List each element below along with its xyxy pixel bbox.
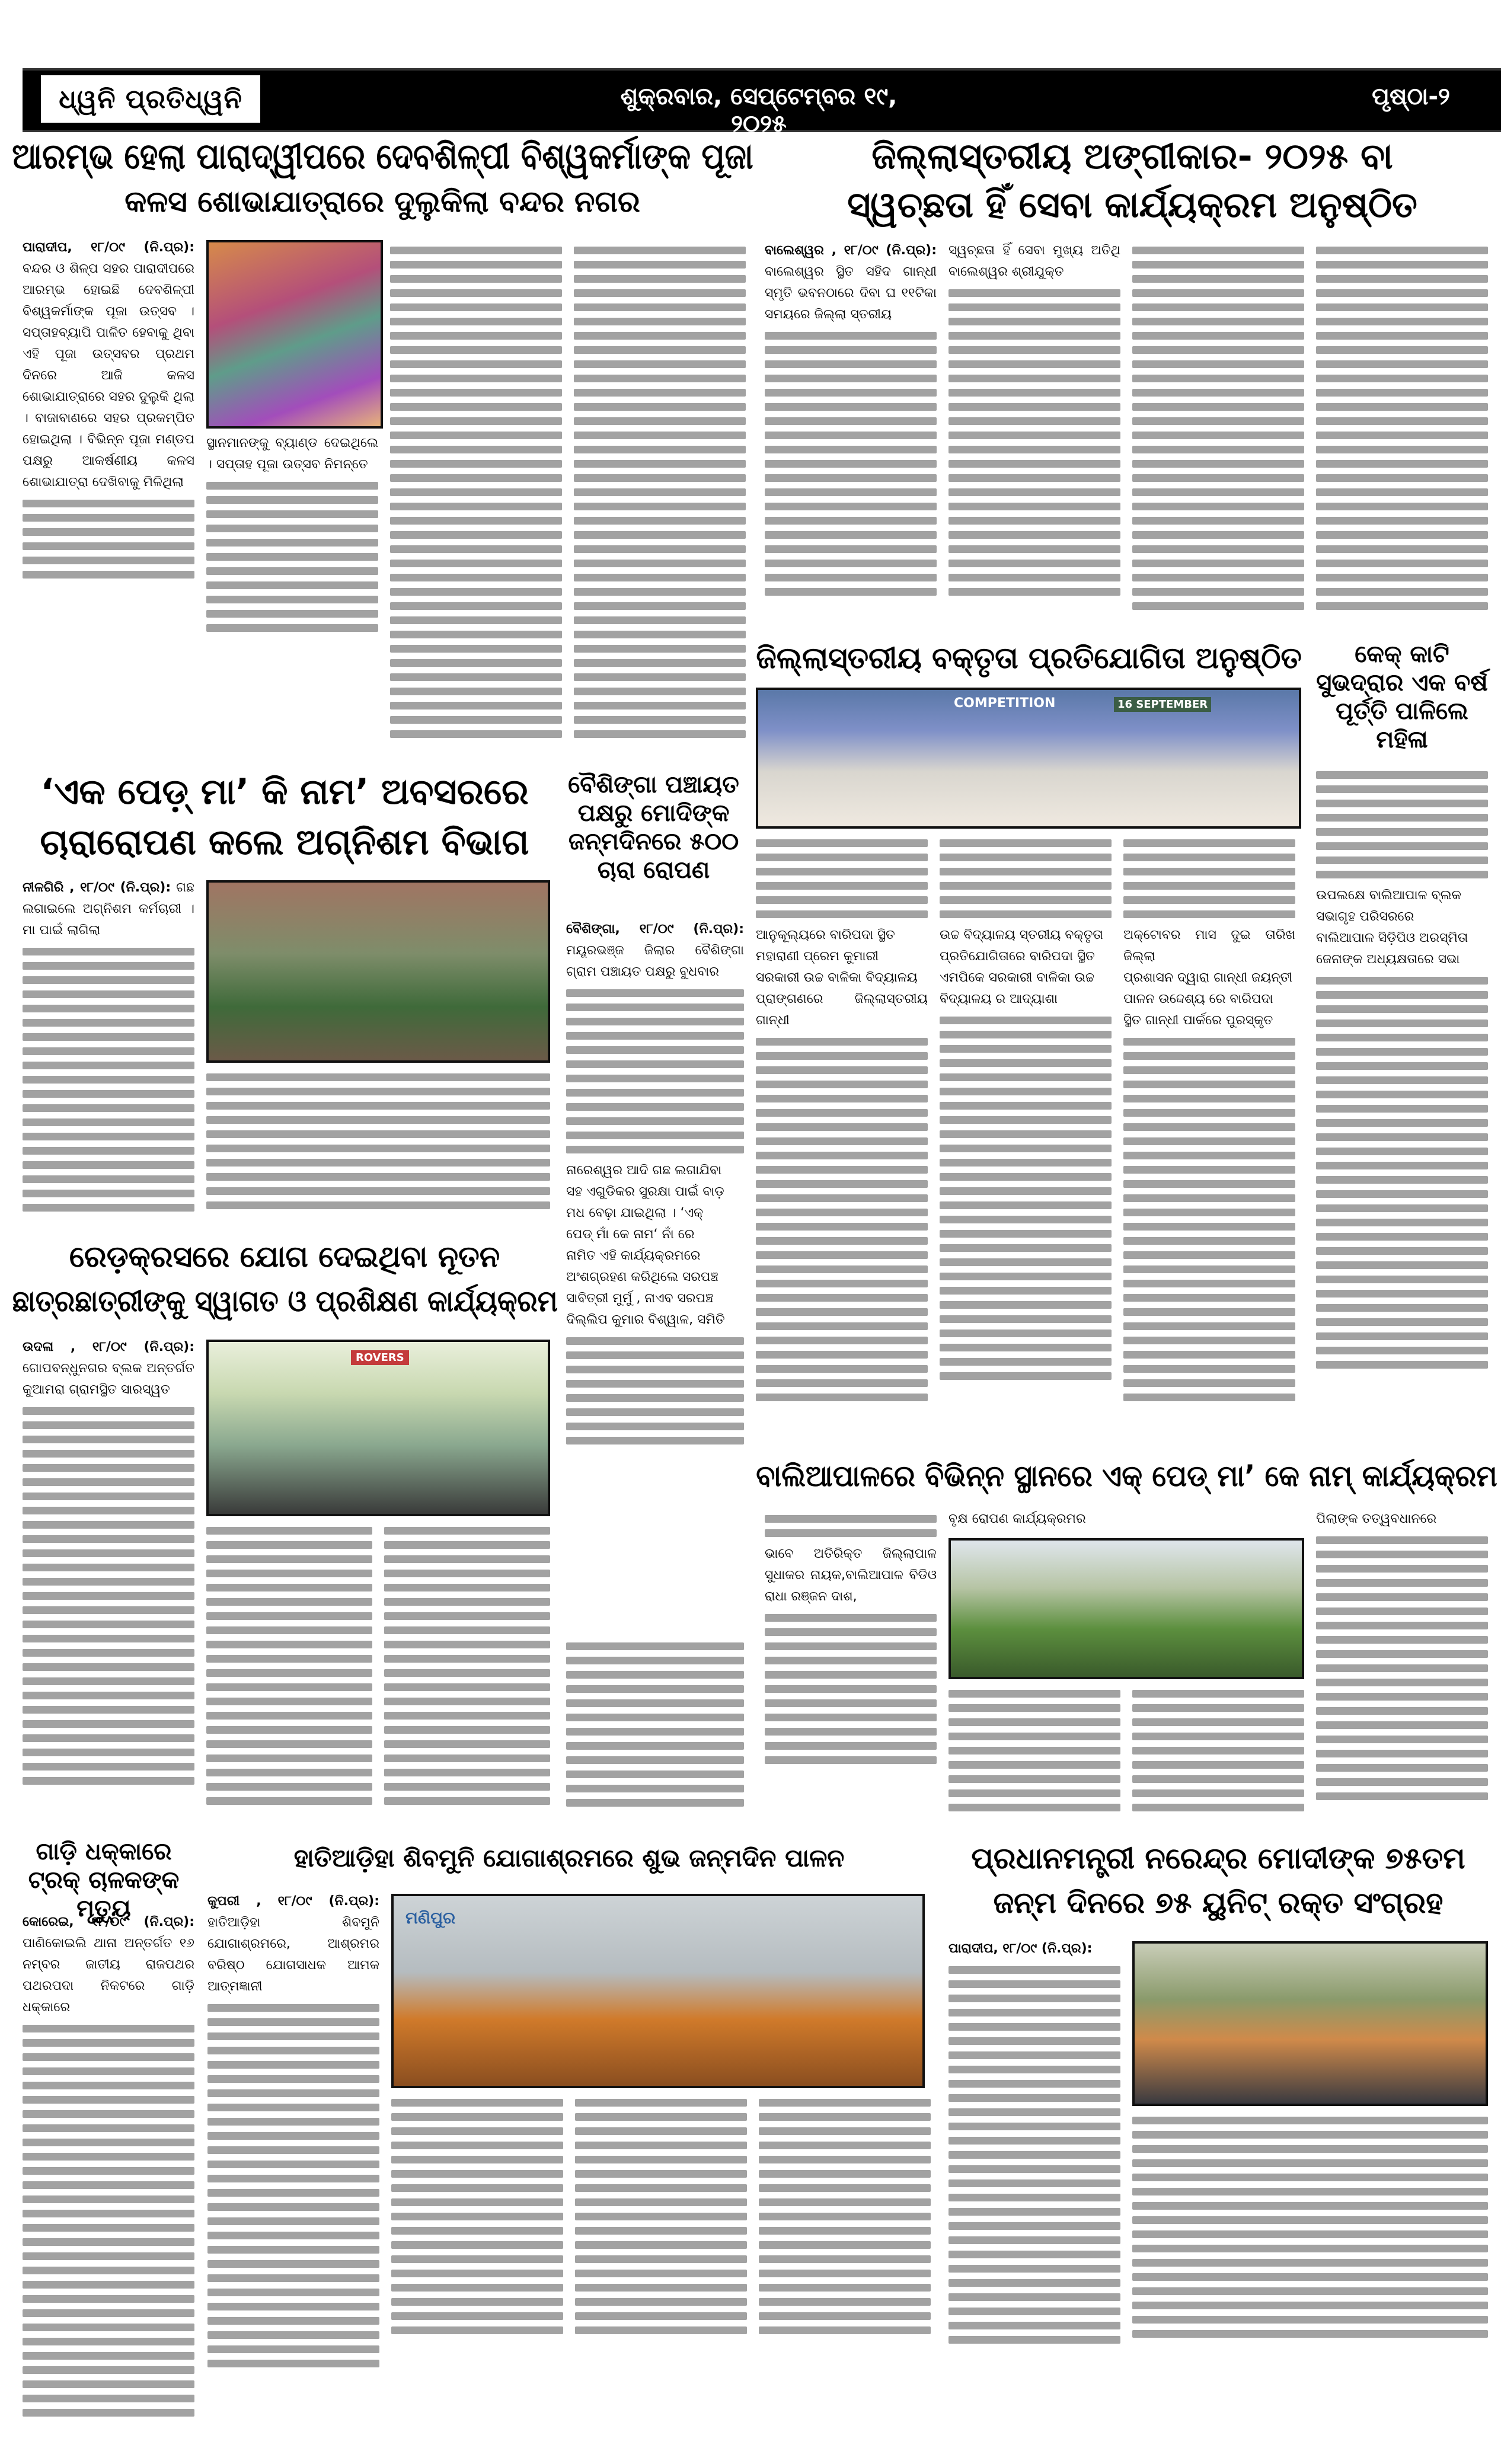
dateline: ପାରାଦୀପ, ୧୮/୦୯ (ନି.ପ୍ର): <box>23 240 194 255</box>
body-line: ପ୍ରଶାସନ ଦ୍ୱାରା ଗାନ୍ଧୀ ଜୟନ୍ତୀ <box>1123 970 1293 985</box>
body-line: ମହାରାଣୀ ପ୍ରେମ କୁମାରୀ <box>756 949 879 964</box>
dateline: ବୈଶିଙ୍ଗା, ୧୮/୦୯ (ନି.ପ୍ର): <box>566 922 744 937</box>
body-text: ବୃକ୍ଷ ରୋପଣ କାର୍ଯ୍ୟକ୍ରମର <box>948 1511 1086 1526</box>
article-body-vishwakarma <box>23 237 194 759</box>
article-body-yogashram-col2 <box>391 2092 563 2445</box>
headline-yogashram: ହାତିଆଡ଼ିହା ଶିବମୁନି ଯୋଗାଶ୍ରମରେ ଶୁଭ ଜନ୍ମଦିନ ପାଳନ <box>293 1843 845 1872</box>
article-body-redcross-col3 <box>384 1520 550 1823</box>
headline-vishwakarma-1: ଆରମ୍ଭ ହେଲା ପାରାଦ୍ୱୀପରେ ଦେବଶିଳ୍ପୀ ବିଶ୍ୱକର୍ମାଙ୍କ ପୂଜା <box>11 136 753 177</box>
dateline: ବାଲେଶ୍ୱର , ୧୮/୦୯ (ନି.ପ୍ର): <box>765 243 937 258</box>
headline-redcross-1: ରେଡ଼କ୍ରସରେ ଯୋଗ ଦେଇଥିବା ନୂତନ <box>69 1239 500 1274</box>
photo-baliapal-plantation <box>948 1538 1304 1679</box>
headline-swachhata-1: ଜିଲ୍ଲାସ୍ତରୀୟ ଅଙ୍ଗୀକାର- ୨୦୨୫ ବା <box>871 136 1393 177</box>
body-text: ସ୍ଥାନମାନଙ୍କୁ ବ୍ୟାଣ୍ଡ ଦେଇଥିଲେ । ସପ୍ତାହ ପୂଜା ଉତ୍ସବ ନିମନ୍ତେ <box>206 436 378 472</box>
photo-redcross-students <box>206 1340 550 1516</box>
headline-fire-dept-2: ଚାରାରୋପଣ କଲେ ଅଗ୍ନିଶମ ବିଭାଗ <box>40 822 529 863</box>
article-lead: ଗଛ ଲଗାଇଲେ ଅଗ୍ନିଶମ କର୍ମଚାରୀ । ମା ପାଇଁ ଲାଗିଲା <box>23 880 194 938</box>
body-line: ପ୍ରତିଯୋଗିତାରେ ବାରିପଦା ସ୍ଥିତ <box>940 949 1095 964</box>
photo-vishwakarma-idol <box>206 240 383 429</box>
body-line: ଉଚ୍ଚ ବିଦ୍ୟାଳୟ ସ୍ତରୀୟ ବକ୍ତୃତା <box>940 928 1103 942</box>
article-lead: ପାଣିକୋଇଲି ଥାନା ଅନ୍ତର୍ଗତ ୧୬ ନମ୍ବର ଜାତୀୟ ରାଜପଥର ପଥରପଦା ନିକଟରେ ଗାଡ଼ି ଧକ୍କାରେ <box>23 1936 194 2015</box>
article-body-yogashram <box>207 1891 379 2445</box>
photo-debate-participants <box>756 688 1301 829</box>
body-line: ପେଡ୍ ମାଁ କେ ନାମ‘ ନାଁ ରେ <box>566 1227 695 1242</box>
article-body-debate-col3 <box>1123 833 1295 1449</box>
body-line: ପ୍ରାଙ୍ଗଣରେ ଜିଲ୍ଲାସ୍ତରୀୟ ଗାନ୍ଧୀ <box>756 992 928 1028</box>
dateline: କୁପରୀ , ୧୮/୦୯ (ନି.ପ୍ର): <box>207 1894 379 1909</box>
article-body-blood <box>948 1938 1120 2445</box>
headline-baisinga: ବୈଶିଙ୍ଗା ପଞ୍ଚାୟତ ପକ୍ଷରୁ ମୋଦିଙ୍କ ଜନ୍ମଦିନରେ ୫୦୦ ଚାରା ରୋପଣ <box>568 771 739 884</box>
photo-yogashram-saints <box>391 1894 925 2088</box>
body-line: ଉପଲକ୍ଷେ ବାଲିଆପାଳ ବ୍ଲକ <box>1316 888 1461 903</box>
article-body-swachhata-col2 <box>948 240 1120 631</box>
photo-sign-text: ମଣିପୁର <box>405 1908 456 1928</box>
body-line: ଦିଲ୍ଲିପ କୁମାର ବିଶ୍ୱାଳ, ସମିତି <box>566 1312 725 1327</box>
article-lead: ଗୋପବନ୍ଧୁନଗର ବ୍ଲକ ଅନ୍ତର୍ଗତ କୁଆମରା ଗ୍ରାମସ୍ଥିତ ସାରସ୍ୱତ <box>23 1361 194 1397</box>
body-text-block <box>23 500 194 579</box>
article-body-debate-col1 <box>756 833 928 1449</box>
article-lead: ବାଲେଶ୍ୱର ସ୍ଥିତ ସହିଦ ଗାନ୍ଧୀ ସ୍ମୃତି ଭବନଠାରେ ଦିବା ଘ ୧୧ଟିକା ସମୟରେ ଜିଲ୍ଲା ସ୍ତରୀୟ <box>765 264 937 322</box>
photo-blood-donation <box>1132 1941 1488 2106</box>
article-body-baliapal-col3 <box>1132 1683 1304 1823</box>
headline-blood-1: ପ୍ରଧାନମନ୍ତ୍ରୀ ନରେନ୍ଦ୍ର ମୋଦୀଙ୍କ ୭୫ତମ <box>971 1841 1465 1875</box>
article-body-fire-dept <box>23 877 194 1227</box>
article-lead: ଭାବେ ଅତିରିକ୍ତ ଜିଲ୍ଲାପାଳ ସୁଧାକର ନାୟକ,ବାଲିଆପାଳ ବିଡିଓ ରାଧା ରଞ୍ଜନ ଦାଶ, <box>765 1546 937 1604</box>
article-body-subhadra <box>1316 765 1488 1449</box>
body-line: ଅକ୍ଟୋବର ମାସ ଦୁଇ ତାରିଖ ଜିଲ୍ଲା <box>1123 928 1295 964</box>
body-line: ବିଦ୍ୟାଳୟ ର ଆଦ୍ୟାଶା <box>940 992 1058 1006</box>
dateline: ନୀଳଗିରି , ୧୮/୦୯ (ନି.ପ୍ର): <box>23 880 171 895</box>
body-line: ଆନୁକୂଲ୍ୟରେ ବାରିପଦା ସ୍ଥିତ <box>756 928 895 942</box>
body-line: ସଭାଗୃହ ପରିସରରେ <box>1316 909 1414 924</box>
headline-subhadra: କେକ୍ କାଟି ସୁଭଦ୍ରାର ଏକ ବର୍ଷ ପୂର୍ତ୍ତି ପାଳିଲେ ମହିଳା <box>1316 641 1488 753</box>
article-lead: ହାତିଆଡ଼ିହା ଶିବମୁନି ଯୋଗାଶ୍ରମରେ, ଆଶ୍ରମର ବରିଷ୍ଠ ଯୋଗସାଧକ ଆମକ ଆତ୍ମଜ୍ଞାନୀ <box>207 1915 379 1994</box>
article-body-baliapal-col4 <box>1316 1509 1488 1823</box>
article-lead: ବନ୍ଦର ଓ ଶିଳ୍ପ ସହର ପାରାଦୀପରେ ଆରମ୍ଭ ହୋଇଛି ଦେବଶିଳ୍ପୀ ବିଶ୍ୱକର୍ମାଙ୍କ ପୂଜା ଉତ୍ସବ । ସପ୍ତାହବ୍ୟାପି ପାଳିତ ହେବାକୁ ଥିବା ଏହି ପୂଜା ଉତ୍ସବର ପ୍ରଥମ ଦିନରେ ଆଜି କଳସ ଶୋଭାଯାତ୍ରାରେ ସହର ଦୁଲୁକି ଥିଲା । ବାଜାବାଣରେ ସହର ପ୍ରକମ୍ପିତ ହୋଇଥିଲା । ବିଭିନ୍ନ ପୂଜା ମଣ୍ଡପ ପକ୍ଷରୁ ଆକର୍ଷଣୀୟ କଳସ ଶୋଭାଯାତ୍ରା ଦେଖିବାକୁ ମିଳିଥିଲା <box>23 261 194 490</box>
dateline: ଉଦଳା , ୧୮/୦୯ (ନି.ପ୍ର): <box>23 1340 194 1354</box>
article-body-vishwakarma-col2 <box>206 433 378 759</box>
article-body-baliapal <box>765 1509 937 1823</box>
body-text: ପିଲାଙ୍କ ତତ୍ୱବଧାନରେ <box>1316 1511 1437 1526</box>
page-number: ପୃଷ୍ଠା-୨ <box>1372 83 1450 110</box>
article-body-yogashram-col3 <box>575 2092 747 2445</box>
photo-banner-text: COMPETITION <box>954 696 1056 711</box>
article-body-redcross-col2 <box>206 1520 372 1823</box>
body-line: ନାରେଶ୍ୱର ଆଦି ଗଛ ଲଗାଯିବା <box>566 1163 722 1178</box>
body-line: ସ୍ଥିତ ଗାନ୍ଧୀ ପାର୍କରେ ପୁରସ୍କୃତ <box>1123 1013 1273 1028</box>
photo-banner-text: ROVERS <box>351 1350 409 1365</box>
photo-banner-date: 16 SEPTEMBER <box>1114 697 1211 712</box>
article-body-vishwakarma-col3 <box>390 240 562 759</box>
article-body-accident <box>23 1912 194 2445</box>
headline-swachhata-2: ସ୍ୱଚ୍ଛତା ହିଁ ସେବା କାର୍ଯ୍ୟକ୍ରମ ଅନୁଷ୍ଠିତ <box>847 184 1417 226</box>
body-line: ଏମପିକେ ସରକାରୀ ବାଳିକା ଉଚ୍ଚ <box>940 970 1095 985</box>
body-line: ବାଲିଆପାଳ ସିଡ଼ିପିଓ ଅରସ୍ମିତା <box>1316 931 1468 945</box>
article-body-debate-col2 <box>940 833 1112 1449</box>
article-body-baliapal-col2 <box>948 1509 1304 1532</box>
body-line: ମଧ ବେଢ଼ା ଯାଇଥିଲା । ‘ଏକ୍ <box>566 1206 704 1220</box>
headline-vishwakarma-2: କଳସ ଶୋଭାଯାତ୍ରାରେ ଦୁଲୁକିଲା ବନ୍ଦର ନଗର <box>124 184 640 219</box>
article-body-baliapal-col2b <box>948 1683 1120 1823</box>
article-body-redcross-col4 <box>566 1636 744 1823</box>
article-body-swachhata <box>765 240 937 631</box>
article-body-vishwakarma-col4 <box>574 240 746 759</box>
body-line: ଅଂଶଗ୍ରହଣ କରିଥିଲେ ସରପଞ୍ଚ <box>566 1270 718 1284</box>
issue-date: ଶୁକ୍ରବାର, ସେପ୍ଟେମ୍ବର ୧୯, ୨୦୨୫ <box>620 83 898 138</box>
body-line: ସହ ଏଗୁଡିକର ସୁରକ୍ଷା ପାଇଁ ବାଡ଼ <box>566 1184 724 1199</box>
article-body-fire-dept-col2 <box>206 1067 550 1227</box>
article-body-redcross <box>23 1337 194 1823</box>
headline-accident: ଗାଡ଼ି ଧକ୍କାରେ ଟ୍ରକ୍ ଚାଳକଙ୍କ ମୃତ୍ୟୁ <box>28 1838 180 1922</box>
headline-redcross-2: ଛାତ୍ରଛାତ୍ରୀଙ୍କୁ ସ୍ୱାଗତ ଓ ପ୍ରଶିକ୍ଷଣ କାର୍ଯ୍ୟକ୍ରମ <box>12 1284 558 1318</box>
article-body-blood-col2 <box>1132 2110 1488 2445</box>
headline-blood-2: ଜନ୍ମ ଦିନରେ ୭୫ ୟୁନିଟ୍ ରକ୍ତ ସଂଗ୍ରହ <box>993 1885 1443 1920</box>
headline-debate: ଜିଲ୍ଲାସ୍ତରୀୟ ବକ୍ତୃତା ପ୍ରତିଯୋଗିତା ଅନୁଷ୍ଠିତ <box>755 641 1302 675</box>
article-lead: ମୟୂରଭଞ୍ଜ ଜିଲାର ବୈଶିଙ୍ଗା ଗ୍ରାମ ପଞ୍ଚାୟତ ପକ୍ଷରୁ ବୁଧବାର <box>566 943 744 979</box>
body-line: ନାମିତ ଏହି କାର୍ଯ୍ୟକ୍ରମରେ <box>566 1248 701 1263</box>
newspaper-logo: ଧ୍ୱନି ପ୍ରତିଧ୍ୱନି <box>39 73 262 124</box>
body-line: ଜେନାଙ୍କ ଅଧ୍ୟକ୍ଷତାରେ ସଭା <box>1316 952 1460 967</box>
dateline: କୋରେଇ, ୧୮/୦୯ (ନି.ପ୍ର): <box>23 1915 194 1929</box>
headline-baliapal: ବାଲିଆପାଳରେ ବିଭିନ୍ନ ସ୍ଥାନରେ ଏକ୍ ପେଡ୍ ମା’ କେ ନାମ୍ କାର୍ଯ୍ୟକ୍ରମ <box>755 1459 1497 1493</box>
headline-fire-dept-1: ‘ଏକ ପେଡ଼୍ ମା’ କି ନାମ’ ଅବସରରେ <box>40 771 529 813</box>
body-line: ସାବିତ୍ରୀ ମୁର୍ମୁ , ନାଏବ ସରପଞ୍ଚ <box>566 1291 714 1306</box>
article-body-swachhata-col4 <box>1316 240 1488 631</box>
article-body-swachhata-col3 <box>1132 240 1304 631</box>
photo-fire-dept-planting <box>206 880 550 1063</box>
body-line: ସରକାରୀ ଉଚ୍ଚ ବାଳିକା ବିଦ୍ୟାଳୟ <box>756 970 918 985</box>
article-body-baisinga <box>566 919 744 1627</box>
dateline: ପାରାଦୀପ, ୧୮/୦୯ (ନି.ପ୍ର): <box>948 1941 1093 1956</box>
body-text: ସ୍ୱଚ୍ଛତା ହିଁ ସେବା ମୁଖ୍ୟ ଅତିଥି ବାଲେଶ୍ୱର ଶ୍ରୀଯୁକ୍ତ <box>948 243 1120 279</box>
article-body-yogashram-col4 <box>759 2092 931 2445</box>
body-line: ପାଳନ ଉଦ୍ଦେଶ୍ୟ ରେ ବାରିପଦା <box>1123 992 1273 1006</box>
